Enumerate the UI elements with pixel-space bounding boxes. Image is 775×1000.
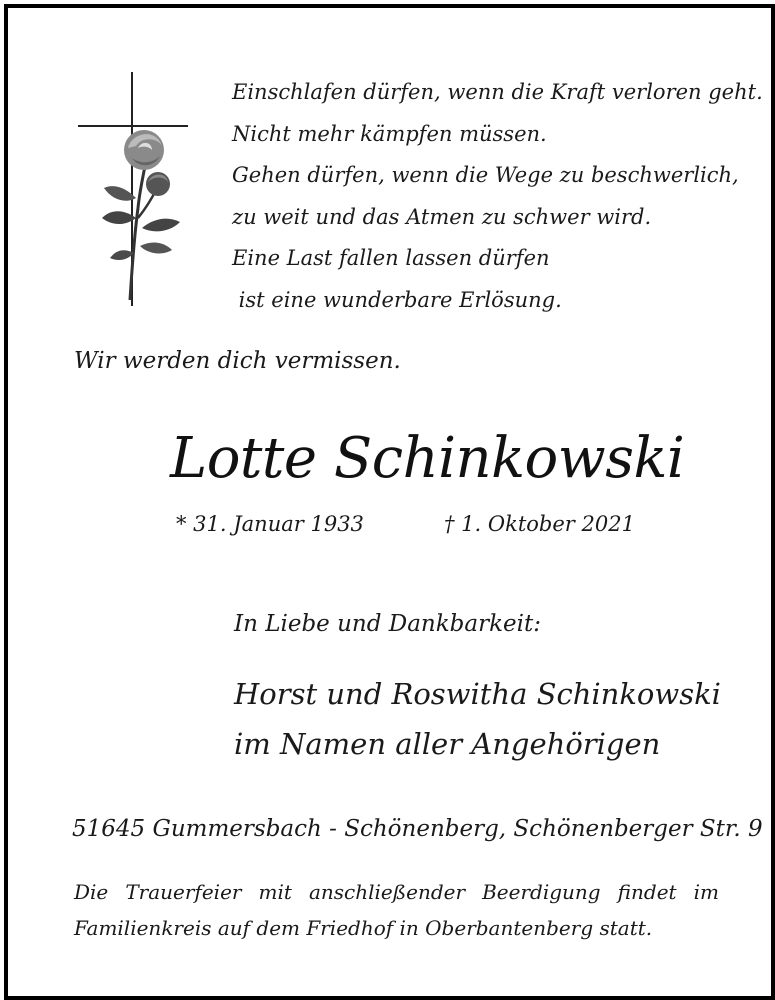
poem (232, 72, 763, 321)
funeral-note (74, 874, 719, 946)
poem-line: Einschlafen dürfen, wenn die Kraft verloren geht. (232, 80, 763, 104)
deceased-name: Lotte Schinkowski (170, 426, 685, 491)
poem-line: zu weit und das Atmen zu schwer wird. (232, 204, 652, 229)
family-line: im Namen aller Angehörigen (234, 727, 661, 761)
funeral-note-line: Familienkreis auf dem Friedhof in Oberbantenberg statt. (74, 916, 653, 940)
family-line: Horst und Roswitha Schinkowski (234, 677, 721, 711)
obituary-frame (4, 4, 775, 1000)
funeral-note-line: Die Trauerfeier mit anschließender Beerdigung findet im (74, 880, 719, 904)
poem-line: Nicht mehr kämpfen müssen. (232, 121, 547, 146)
death-date: † 1. Oktober 2021 (444, 512, 635, 536)
missing-text: Wir werden dich vermissen. (74, 348, 401, 374)
address: 51645 Gummersbach - Schönenberg, Schönenberger Str. 9 (72, 816, 763, 842)
love-line: In Liebe und Dankbarkeit: (234, 611, 541, 637)
birth-date: * 31. Januar 1933 (176, 512, 364, 536)
poem-line: Eine Last fallen lassen dürfen (232, 246, 550, 270)
poem-line: Gehen dürfen, wenn die Wege zu beschwerlich, (232, 163, 739, 187)
poem-line: ist eine wunderbare Erlösung. (232, 287, 562, 312)
cross-with-rose-icon (72, 68, 192, 308)
